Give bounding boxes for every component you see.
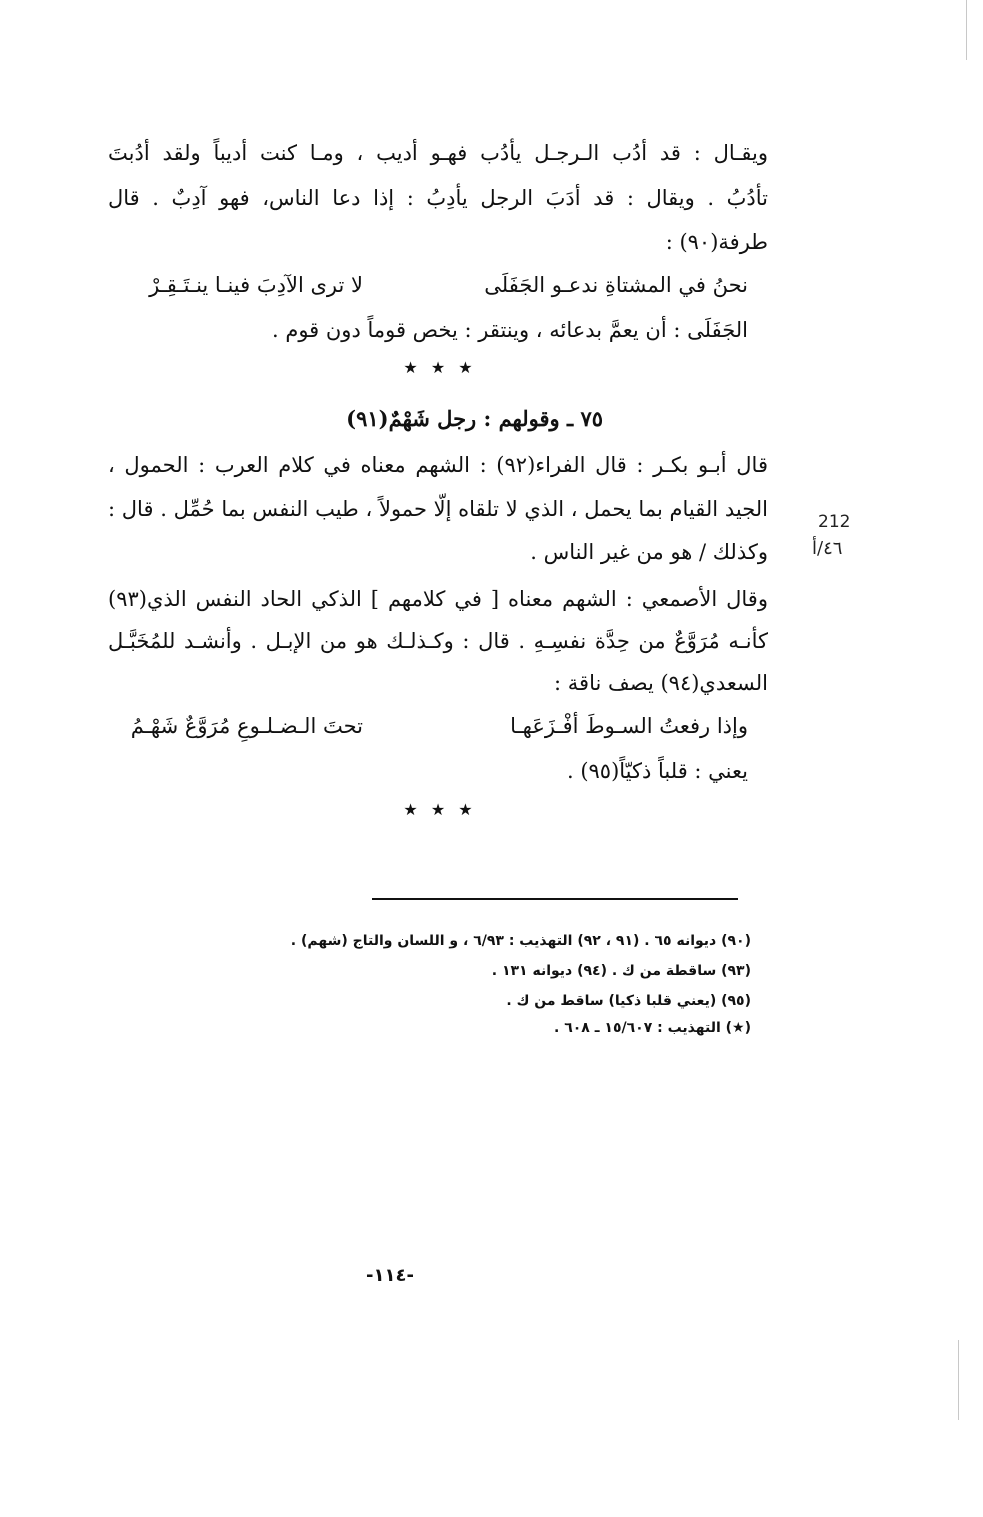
paragraph-line: السعدي(٩٤) يصف ناقة : — [554, 671, 768, 695]
verse-hemistich-left: تحتَ الـضـلـوعِ مُرَوَّعٌ شَهْـمُ — [130, 714, 363, 738]
paragraph-line: الجيد القيام بما يحمل ، الذي لا تلقاه إلّا حمولاً ، طيب النفس بما حُمِّل . قال : — [108, 497, 768, 521]
verse-hemistich-right: نحنُ في المشتاةِ ندعـو الجَفَلَى — [484, 273, 748, 297]
paragraph-line: قال أبـو بكـر : قال الفراء(٩٢) : الشهم معناه في كلام العرب : الحمول ، — [108, 453, 768, 477]
verse-hemistich-left: لا ترى الآدِبَ فينـا ينـتَـقِـرْ — [149, 273, 363, 297]
scan-edge-mark — [958, 1340, 959, 1420]
paragraph-line: كأنـه مُرَوَّعٌ من حِدَّة نفسِـهِ . قال : وكـذلـك هو من الإبـل . وأنشـد للمُخَبَّـل — [108, 629, 768, 653]
paragraph-line: وقال الأصمعي : الشهم معناه [ في كلامهم ] الذكي الحاد النفس الذي(٩٣) — [108, 587, 768, 611]
gloss-line: يعني : قلباً ذكيّاً(٩٥) . — [566, 759, 748, 783]
footnote-line: (★) التهذيب : ١٥/٦٠٧ ـ ٦٠٨ . — [554, 1020, 751, 1036]
paragraph-line: تأدُبُ . ويقال : قد أدَبَ الرجل يأدِبُ : إذا دعا الناس، فهو آدِبٌ . قال — [108, 186, 768, 210]
section-separator: ★ ★ ★ — [403, 800, 477, 819]
paragraph-line: ويقـال : قد أدُب الـرجـل يأدُب فهـو أديب ، ومـا كنت أديباً ولقد أدُبتَ — [108, 141, 768, 165]
footnote-rule — [372, 898, 738, 900]
section-heading: ٧٥ ـ وقولهم : رجل شَهْمٌ(٩١) — [346, 406, 603, 431]
paragraph-line: طرفة(٩٠) : — [665, 230, 768, 254]
footnote-line: (٩٠) ديوانه ٦٥ . (٩١ ، ٩٢) التهذيب : ٦/٩٣ ، و اللسان والتاج (شهم) . — [290, 933, 751, 949]
verse-hemistich-right: وإذا رفعتُ السـوطَ أفْـزَعَهـا — [510, 714, 748, 738]
section-separator: ★ ★ ★ — [403, 358, 477, 377]
scan-edge-mark — [966, 0, 967, 60]
page-number: -١١٤- — [366, 1265, 414, 1286]
footnote-line: (٩٣) ساقطة من ك . (٩٤) ديوانه ١٣١ . — [491, 963, 751, 979]
folio-number: 212 — [818, 512, 851, 532]
folio-reference: ٤٦/أ — [812, 538, 843, 559]
paragraph-line: وكذلك / هو من غير الناس . — [530, 540, 768, 564]
footnote-line: (٩٥) (يعني قلبا ذكيا) ساقط من ك . — [506, 993, 751, 1009]
gloss-line: الجَفَلَى : أن يعمَّ بدعائه ، وينتقر : يخص قوماً دون قوم . — [271, 318, 748, 342]
